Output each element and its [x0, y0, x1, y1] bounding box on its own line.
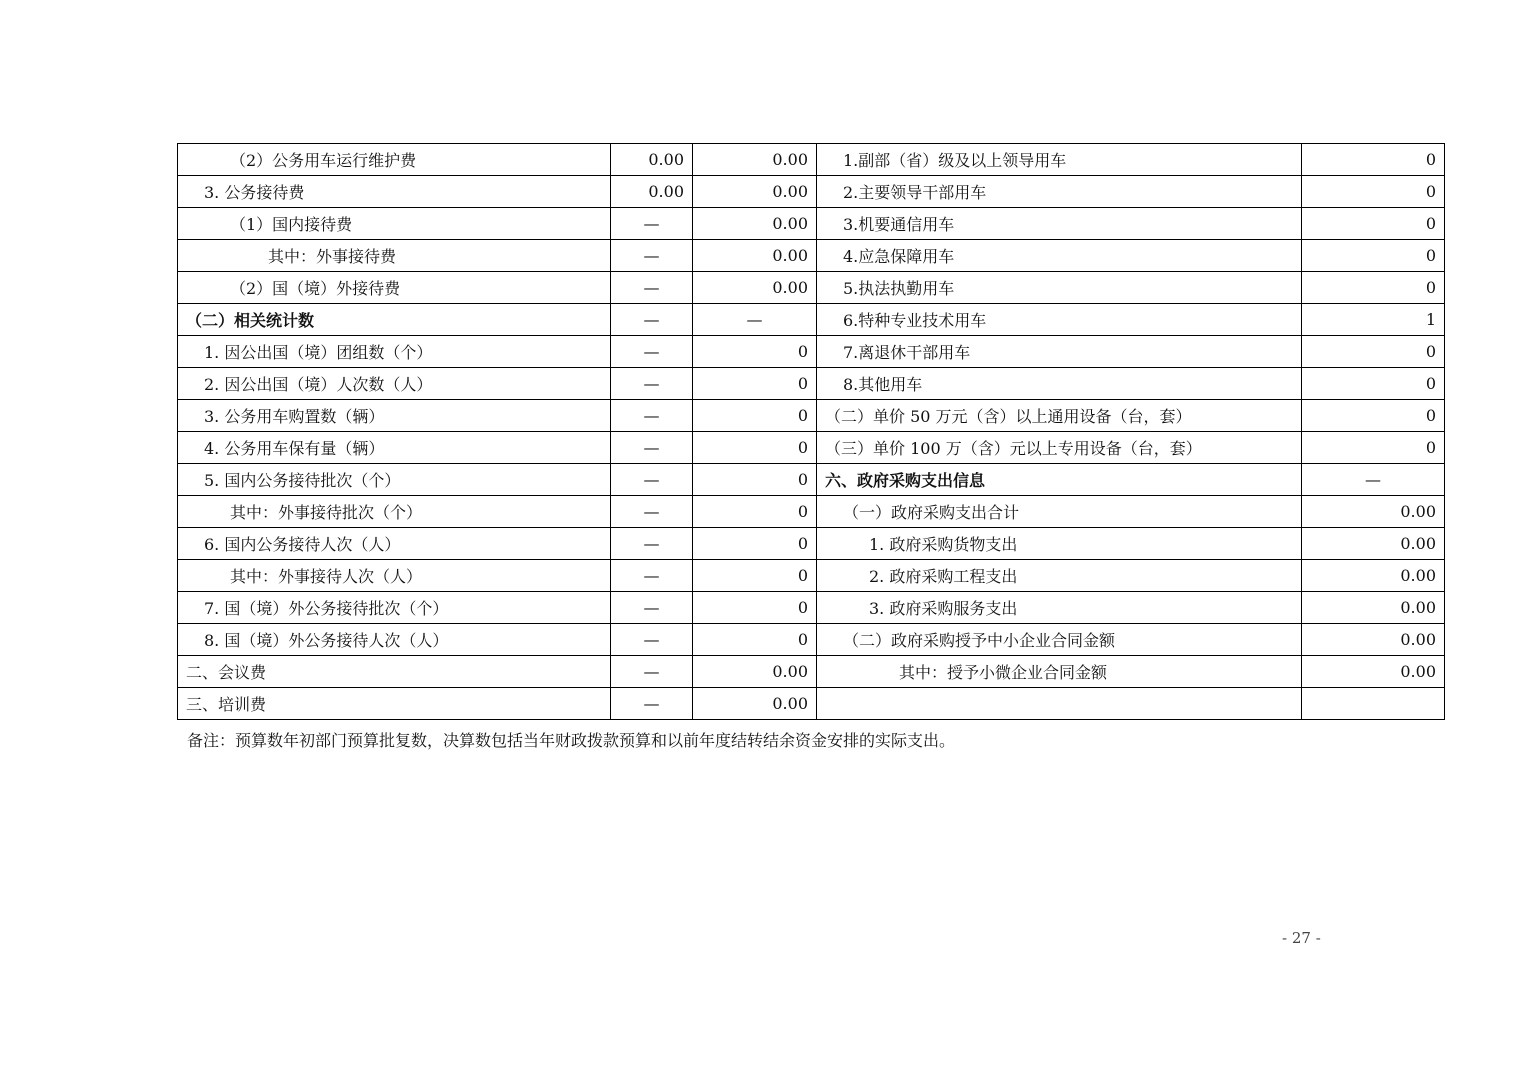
item-label: 1. 因公出国（境）团组数（个） [178, 336, 611, 368]
right-item-value: 0.00 [1302, 624, 1445, 656]
table-row [178, 368, 1445, 400]
budget-value: — [611, 624, 693, 656]
actual-value: 0 [693, 368, 817, 400]
right-item-label: 2.主要领导干部用车 [817, 176, 1302, 208]
budget-value: — [611, 528, 693, 560]
right-item-value: 0 [1302, 432, 1445, 464]
right-item-label: （二）政府采购授予中小企业合同金额 [817, 624, 1302, 656]
budget-value: — [611, 208, 693, 240]
right-item-label: 3.机要通信用车 [817, 208, 1302, 240]
item-label: 3. 公务接待费 [178, 176, 611, 208]
table-row [178, 336, 1445, 368]
item-label: 8. 国（境）外公务接待人次（人） [178, 624, 611, 656]
table-row [178, 400, 1445, 432]
budget-value: — [611, 688, 693, 720]
budget-value: — [611, 464, 693, 496]
actual-value: 0 [693, 400, 817, 432]
budget-value: 0.00 [611, 176, 693, 208]
budget-value: — [611, 240, 693, 272]
page-number: - 27 - [1282, 929, 1321, 947]
table-row [178, 272, 1445, 304]
item-label: 4. 公务用车保有量（辆） [178, 432, 611, 464]
budget-value: 0.00 [611, 144, 693, 176]
budget-value: — [611, 592, 693, 624]
actual-value: 0 [693, 496, 817, 528]
right-item-label: 1. 政府采购货物支出 [817, 528, 1302, 560]
actual-value: 0 [693, 560, 817, 592]
right-item-value: 0 [1302, 208, 1445, 240]
right-item-value: 1 [1302, 304, 1445, 336]
table-row [178, 464, 1445, 496]
item-label: （2）国（境）外接待费 [178, 272, 611, 304]
actual-value: 0.00 [693, 176, 817, 208]
table-row [178, 496, 1445, 528]
budget-value: — [611, 368, 693, 400]
right-item-label: 5.执法执勤用车 [817, 272, 1302, 304]
right-item-value: 0 [1302, 336, 1445, 368]
budget-value: — [611, 304, 693, 336]
table-row [178, 560, 1445, 592]
right-item-label: 8.其他用车 [817, 368, 1302, 400]
table-row [178, 208, 1445, 240]
actual-value: 0.00 [693, 144, 817, 176]
actual-value: 0.00 [693, 240, 817, 272]
actual-value: — [693, 304, 817, 336]
item-label: 三、培训费 [178, 688, 611, 720]
right-item-value: 0 [1302, 368, 1445, 400]
right-item-value: — [1302, 464, 1445, 496]
budget-value: — [611, 560, 693, 592]
right-item-label: 6.特种专业技术用车 [817, 304, 1302, 336]
right-item-value: 0 [1302, 272, 1445, 304]
right-item-label: 4.应急保障用车 [817, 240, 1302, 272]
budget-value: — [611, 656, 693, 688]
actual-value: 0 [693, 528, 817, 560]
budget-value: — [611, 336, 693, 368]
footnote: 备注：预算数年初部门预算批复数，决算数包括当年财政拨款预算和以前年度结转结余资金安排的实际支出。 [187, 731, 956, 750]
right-item-label: 2. 政府采购工程支出 [817, 560, 1302, 592]
actual-value: 0 [693, 464, 817, 496]
item-label: （1）国内接待费 [178, 208, 611, 240]
right-item-value: 0.00 [1302, 496, 1445, 528]
table-row [178, 240, 1445, 272]
budget-value: — [611, 432, 693, 464]
right-item-label: 7.离退休干部用车 [817, 336, 1302, 368]
item-label: （二）相关统计数 [178, 304, 611, 336]
right-item-value: 0.00 [1302, 592, 1445, 624]
table-row [178, 432, 1445, 464]
expenditure-table [177, 143, 1445, 720]
table-row [178, 304, 1445, 336]
right-item-label: 六、政府采购支出信息 [817, 464, 1302, 496]
budget-value: — [611, 272, 693, 304]
actual-value: 0 [693, 624, 817, 656]
actual-value: 0 [693, 592, 817, 624]
table-row [178, 624, 1445, 656]
right-item-value: 0 [1302, 400, 1445, 432]
right-item-value: 0.00 [1302, 656, 1445, 688]
item-label: 其中：外事接待人次（人） [178, 560, 611, 592]
actual-value: 0.00 [693, 208, 817, 240]
right-item-label: （一）政府采购支出合计 [817, 496, 1302, 528]
right-item-value: 0 [1302, 176, 1445, 208]
actual-value: 0.00 [693, 272, 817, 304]
actual-value: 0 [693, 432, 817, 464]
item-label: 二、会议费 [178, 656, 611, 688]
right-item-value: 0.00 [1302, 560, 1445, 592]
item-label: 5. 国内公务接待批次（个） [178, 464, 611, 496]
item-label: 其中：外事接待批次（个） [178, 496, 611, 528]
right-item-label: 其中：授予小微企业合同金额 [817, 656, 1302, 688]
right-item-label: 1.副部（省）级及以上领导用车 [817, 144, 1302, 176]
actual-value: 0 [693, 336, 817, 368]
item-label: 7. 国（境）外公务接待批次（个） [178, 592, 611, 624]
table-row [178, 528, 1445, 560]
table-body [178, 144, 1445, 720]
item-label: 2. 因公出国（境）人次数（人） [178, 368, 611, 400]
budget-value: — [611, 400, 693, 432]
right-item-value: 0.00 [1302, 528, 1445, 560]
table-row [178, 176, 1445, 208]
table-row [178, 144, 1445, 176]
actual-value: 0.00 [693, 656, 817, 688]
right-item-label [817, 688, 1302, 720]
item-label: 其中：外事接待费 [178, 240, 611, 272]
right-item-value [1302, 688, 1445, 720]
budget-value: — [611, 496, 693, 528]
item-label: （2）公务用车运行维护费 [178, 144, 611, 176]
right-item-label: （二）单价 50 万元（含）以上通用设备（台，套） [817, 400, 1302, 432]
right-item-value: 0 [1302, 144, 1445, 176]
actual-value: 0.00 [693, 688, 817, 720]
table-row [178, 656, 1445, 688]
right-item-label: 3. 政府采购服务支出 [817, 592, 1302, 624]
right-item-label: （三）单价 100 万（含）元以上专用设备（台，套） [817, 432, 1302, 464]
table-row [178, 592, 1445, 624]
right-item-value: 0 [1302, 240, 1445, 272]
item-label: 3. 公务用车购置数（辆） [178, 400, 611, 432]
item-label: 6. 国内公务接待人次（人） [178, 528, 611, 560]
table-row [178, 688, 1445, 720]
